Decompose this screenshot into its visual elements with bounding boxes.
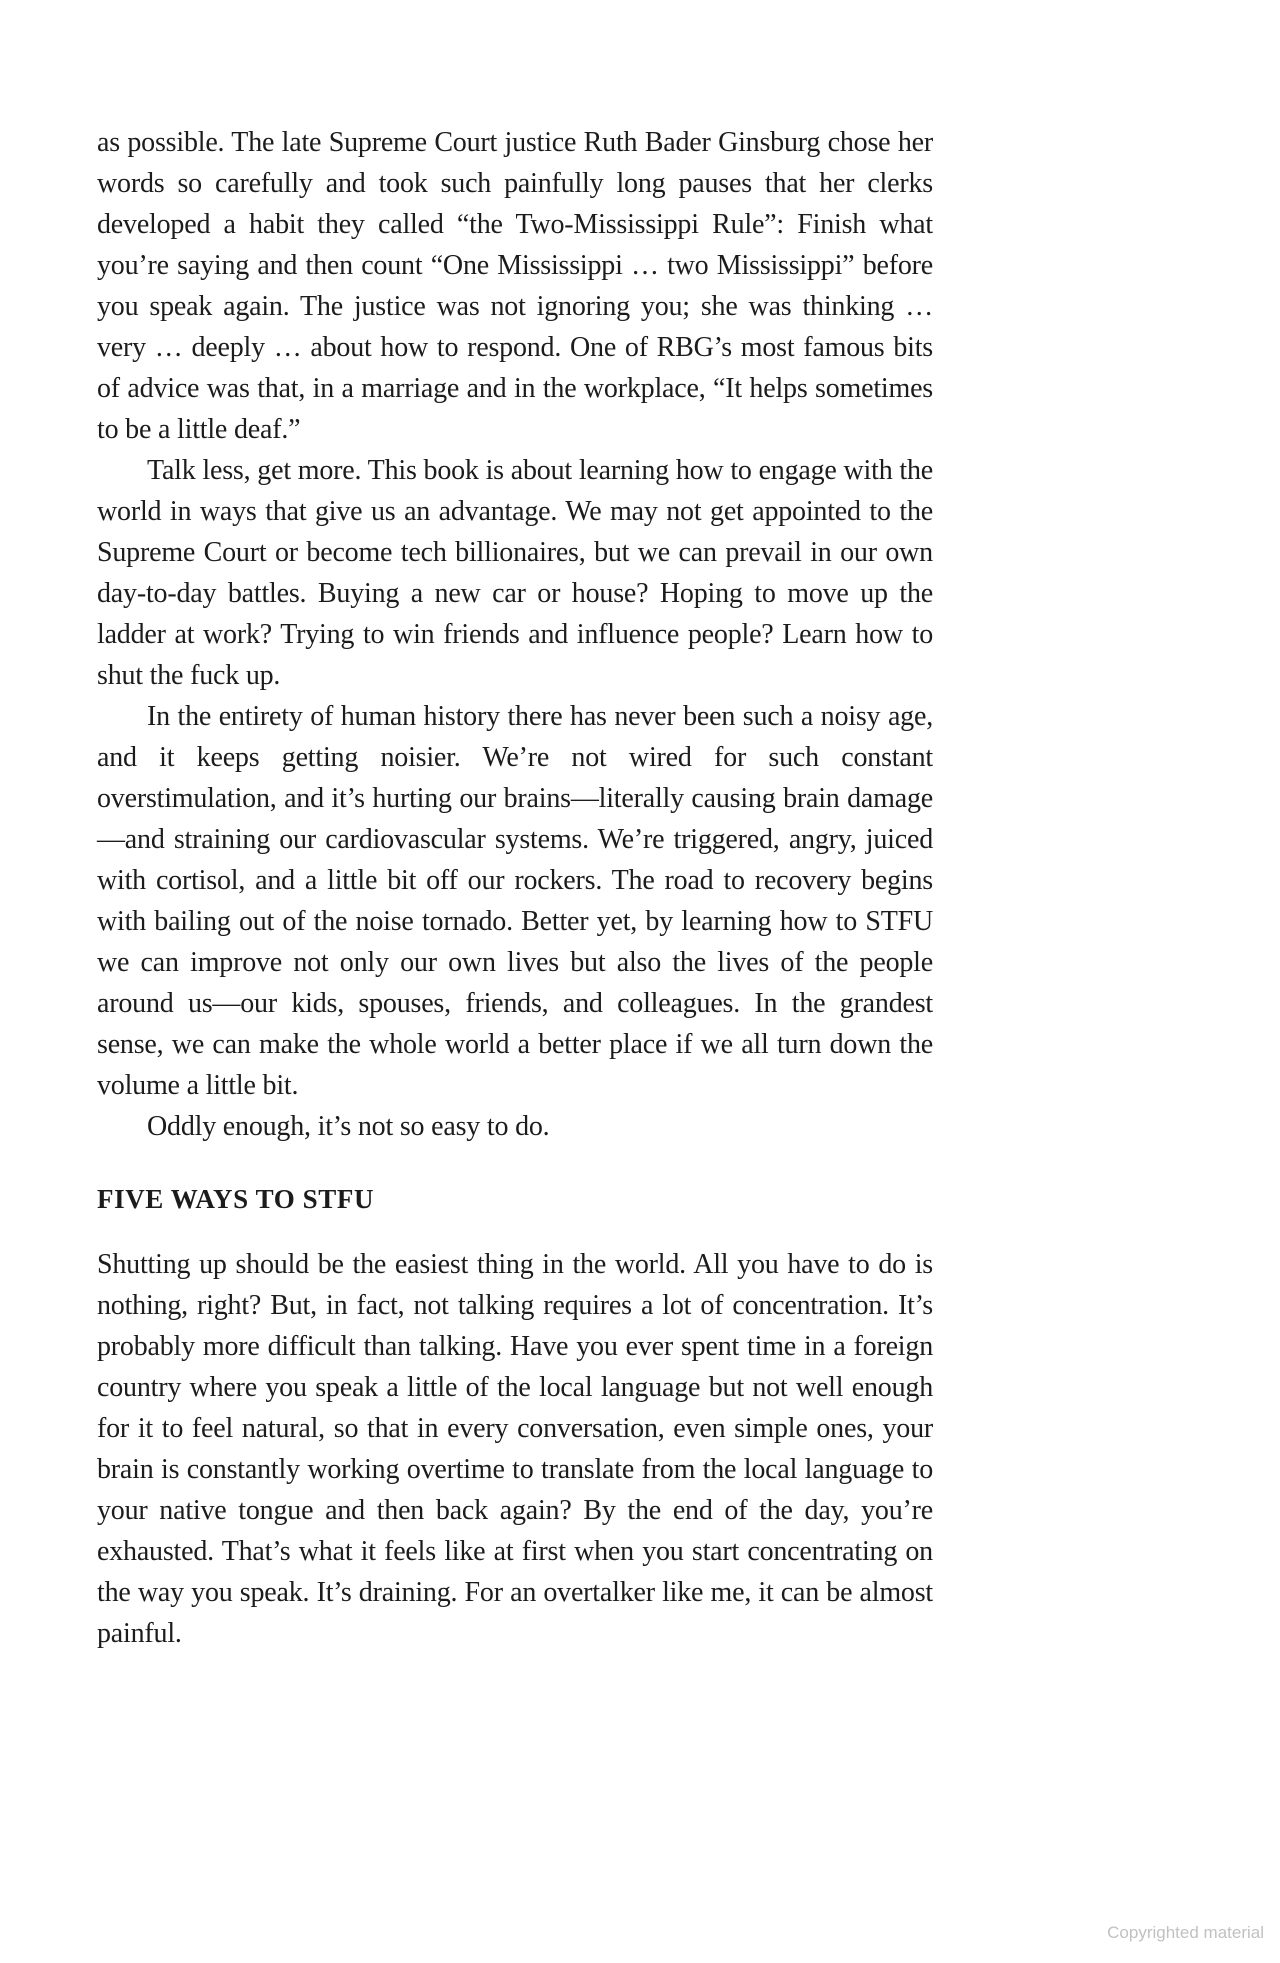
paragraph-oddly-enough: Oddly enough, it’s not so easy to do. [147,1111,550,1142]
section-heading: FIVE WAYS TO STFU [97,1184,375,1214]
paragraph-noisy-age: In the entirety of human history there has never been such a noisy age, and it keeps getting noisier. We’re not wired for such constant overstimulation, and it’s hurting our brains—literally causing brain damage—and straining our cardiovascular systems. We’re triggered, angry, juiced with cortisol, and a little bit off our rockers. The road to recovery begins with bailing out of the noise tornado. Better yet, by learning how to STFU we can improve not only our own lives but also the lives of the people around us—our kids, spouses, friends, and colleagues. In the grandest sense, we can make the whole world a better place if we all turn down the volume a little bit. [97,701,933,1101]
paragraph-talk-less: Talk less, get more. This book is about learning how to engage with the world in ways that give us an advantage. We may not get appointed to the Supreme Court or become tech billionaires, but we can prevail in our own day-to-day battles. Buying a new car or house? Hoping to move up the ladder at work? Trying to win friends and influence people? Learn how to shut the fuck up. [97,455,933,691]
paragraph-rbg-continuation: as possible. The late Supreme Court justice Ruth Bader Ginsburg chose her words so carefully and took such painfully long pauses that her clerks developed a habit they called “the Two-Mississippi Rule”: Finish what you’re saying and then count “One Mississippi … two Mississippi” before you speak again. The justice was not ignoring you; she was thinking … very … deeply … about how to respond. One of RBG’s most famous bits of advice was that, in a marriage and in the workplace, “It helps sometimes to be a little deaf.” [97,127,933,445]
copyright-notice: Copyrighted material [1107,1923,1264,1942]
paragraph-shutting-up: Shutting up should be the easiest thing in the world. All you have to do is nothing, right? But, in fact, not talking requires a lot of concentration. It’s probably more difficult than talking. Have you ever spent time in a foreign country where you speak a little of the local language but not well enough for it to feel natural, so that in every conversation, even simple ones, your brain is constantly working overtime to translate from the local language to your native tongue and then back again? By the end of the day, you’re exhausted. That’s what it feels like at first when you start concentrating on the way you speak. It’s draining. For an overtalker like me, it can be almost painful. [97,1249,933,1649]
page-text-block [97,122,933,1654]
